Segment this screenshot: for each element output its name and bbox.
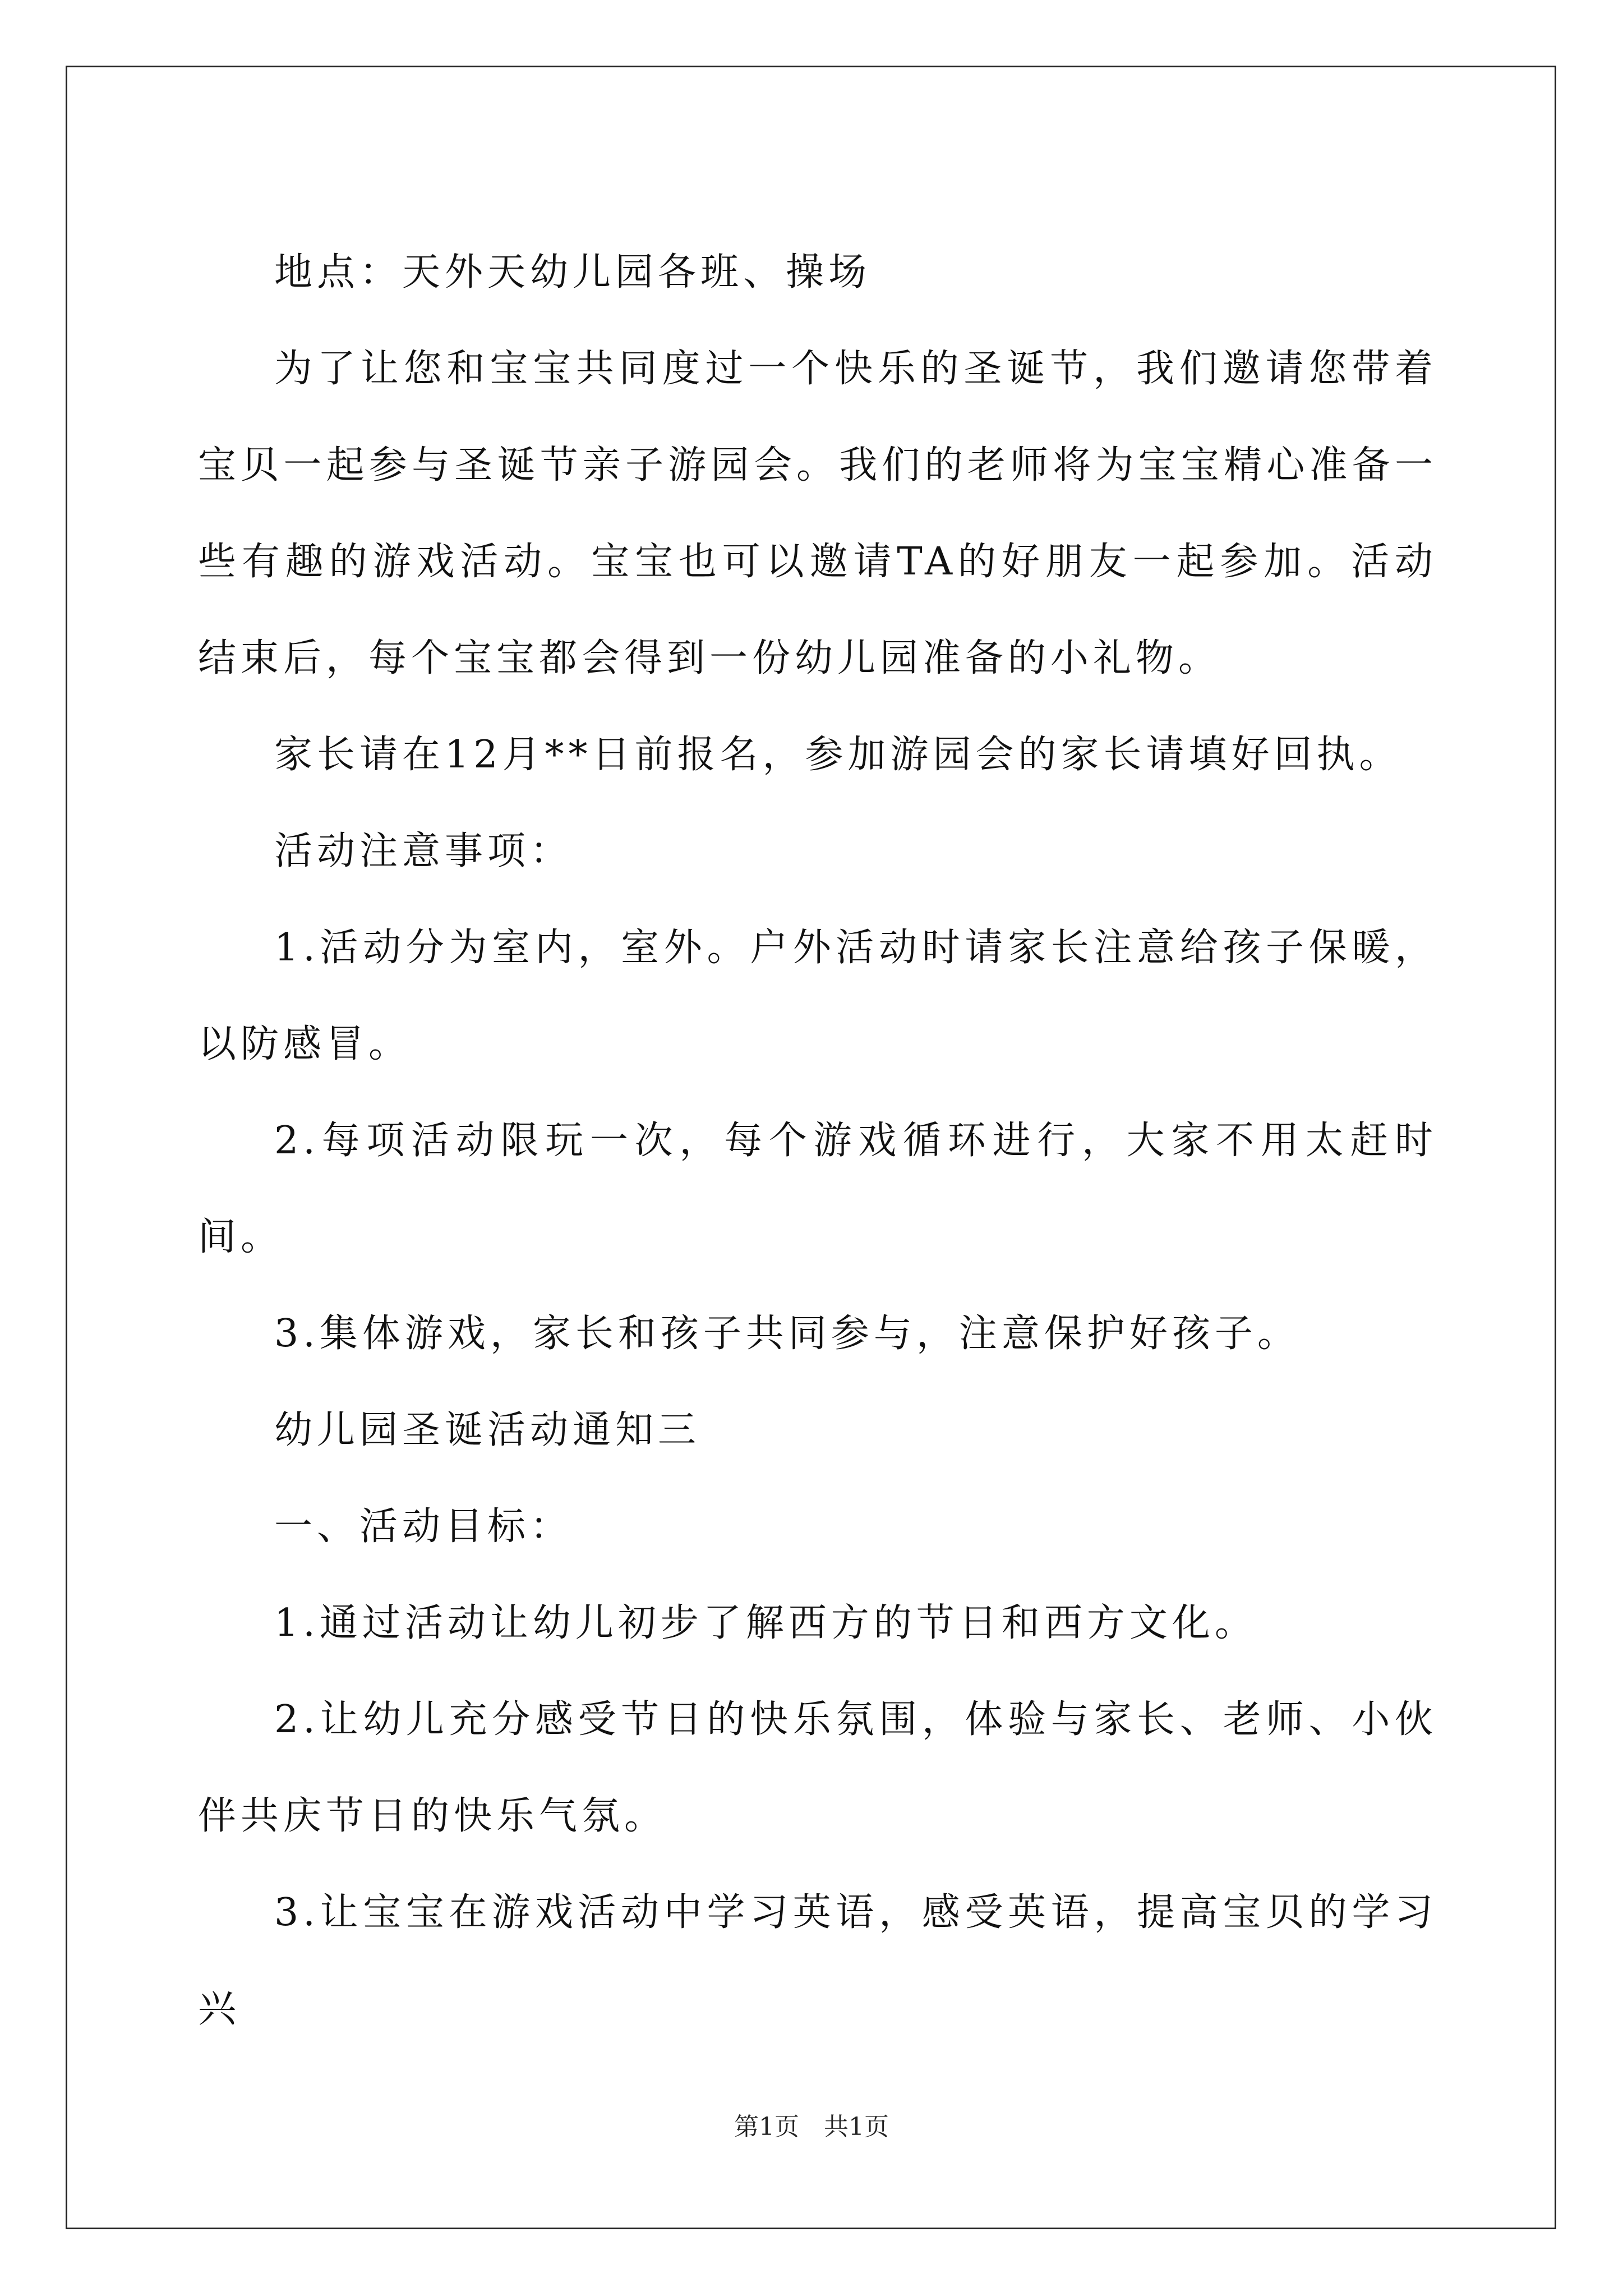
document-body (198, 224, 1437, 2058)
goals-heading: 一、活动目标： (274, 1504, 573, 1549)
section-title: 幼儿园圣诞活动通知三 (274, 1408, 701, 1452)
goal-3: 3.让宝宝在游戏活动中学习英语，感受英语，提高宝贝的学习兴 (198, 1890, 1437, 2031)
goal-2: 2.让幼儿充分感受节日的快乐氛围，体验与家长、老师、小伙伴共庆节日的快乐气氛。 (198, 1697, 1437, 1838)
paragraph-location: 地点：天外天幼儿园各班、操场 (274, 250, 872, 295)
goal-1: 1.通过活动让幼儿初步了解西方的节日和西方文化。 (274, 1601, 1257, 1645)
paragraph-invitation: 为了让您和宝宝共同度过一个快乐的圣诞节，我们邀请您带着宝贝一起参与圣诞节亲子游园会。我们的老师将为宝宝精心准备一些有趣的游戏活动。宝宝也可以邀请TA的好朋友一起参加。活动结束后，每个宝宝都会得到一份幼儿园准备的小礼物。 (198, 347, 1437, 680)
paragraph-note-2: 2.每项活动限玩一次，每个游戏循环进行，大家不用太赶时间。 (198, 1119, 1437, 1259)
paragraph-note-3: 3.集体游戏，家长和孩子共同参与，注意保护好孩子。 (274, 1312, 1300, 1356)
paragraph-registration: 家长请在12月**日前报名，参加游园会的家长请填好回执。 (274, 733, 1402, 777)
page-footer: 第1页 共1页 (734, 2113, 889, 2141)
paragraph-note-1: 1.活动分为室内，室外。户外活动时请家长注意给孩子保暖，以防感冒。 (198, 926, 1437, 1066)
paragraph-notes-heading: 活动注意事项： (274, 829, 573, 873)
